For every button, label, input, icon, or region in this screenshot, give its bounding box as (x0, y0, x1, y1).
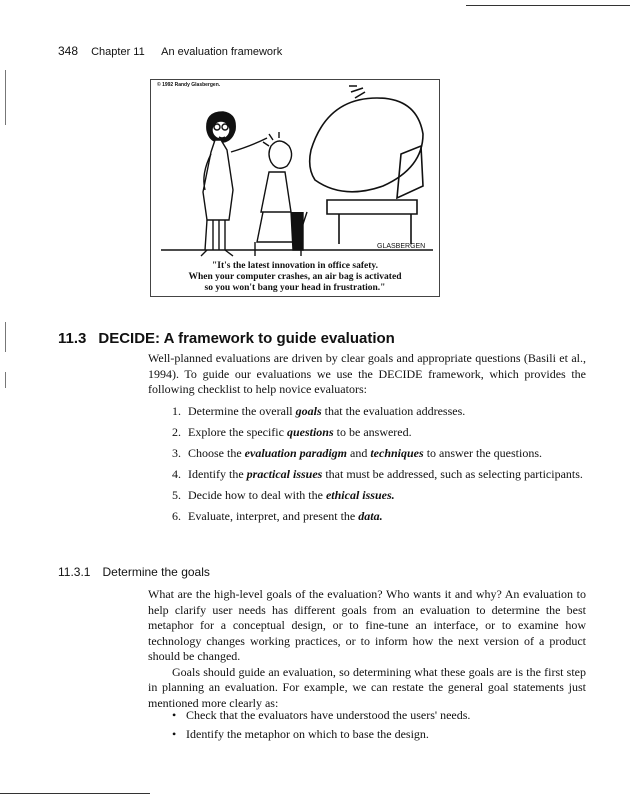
section-title: DECIDE: A framework to guide evaluation (98, 330, 395, 347)
woman-figure (201, 112, 267, 256)
caption-line: "It's the latest innovation in office safety. (212, 261, 378, 271)
item-text: to be answered. (333, 425, 412, 439)
section-number: 11.3 (58, 330, 87, 347)
bullet-dot-icon: • (172, 708, 177, 722)
item-number: 6. (172, 509, 181, 523)
item-text: Determine the overall (188, 404, 296, 418)
cartoon-caption (155, 261, 435, 294)
running-header (58, 44, 282, 58)
item-emphasis: practical issues (246, 467, 323, 481)
checklist-item (172, 488, 592, 504)
item-number: 5. (172, 488, 181, 502)
margin-mark (5, 322, 6, 352)
checklist-item (172, 404, 592, 420)
checklist-item (172, 425, 592, 441)
item-text: and (347, 446, 371, 460)
section-heading (58, 330, 395, 347)
bottom-rule (0, 793, 150, 794)
page-number: 348 (58, 44, 79, 58)
body-paragraph: What are the high-level goals of the evaluation? Who wants it and why? An evaluation to help clarify user needs has different goals from an evaluation to determine the best metaphor for a conceptual design, or to fine-tune an interface, or to examine how technology changes working practices, or to inform how the next version of a product should be changed. (148, 587, 586, 663)
item-text: to answer the questions. (423, 446, 542, 460)
item-number: 3. (172, 446, 181, 460)
item-text: that must be addressed, such as selecting participants. (322, 467, 583, 481)
intro-text: Well-planned evaluations are driven by clear goals and appropriate questions (Basili et al., 1994). To guide our evaluations we use the DECIDE framework, which provides the following checklist to help novice evaluators: (148, 351, 586, 396)
margin-mark (5, 372, 6, 388)
cartoon-signature: GLASBERGEN (377, 243, 426, 250)
item-text: Choose the (188, 446, 245, 460)
item-text: Identify the (188, 467, 247, 481)
chapter-title: An evaluation framework (161, 46, 283, 58)
chapter-label: Chapter 11 (91, 46, 145, 58)
checklist-item (172, 446, 592, 462)
item-emphasis: goals (295, 404, 322, 418)
item-emphasis: ethical issues. (325, 488, 395, 502)
decide-checklist (172, 404, 592, 530)
item-text: Explore the specific (188, 425, 287, 439)
checklist-item (172, 509, 592, 525)
goal-bullet-list (172, 708, 592, 745)
item-text: Decide how to deal with the (188, 488, 326, 502)
cartoon-figure (150, 79, 440, 297)
top-rule (466, 5, 630, 6)
bullet-item (172, 708, 592, 724)
cartoon-credit: © 1992 Randy Glasbergen. (157, 82, 221, 88)
intro-paragraph (148, 351, 586, 398)
subsection-number: 11.3.1 (58, 565, 91, 579)
item-text: that the evaluation addresses. (321, 404, 466, 418)
item-number: 1. (172, 404, 181, 418)
margin-mark (5, 70, 6, 125)
item-emphasis: data. (358, 509, 383, 523)
caption-line: When your computer crashes, an air bag is activated (188, 272, 402, 282)
checklist-item (172, 467, 592, 483)
subsection-heading (58, 565, 210, 579)
bullet-item (172, 727, 592, 743)
item-emphasis: evaluation paradigm (244, 446, 348, 460)
body-text (148, 587, 586, 711)
item-text: Evaluate, interpret, and present the (188, 509, 359, 523)
seated-man-figure (255, 132, 307, 256)
computer-airbag (310, 86, 423, 244)
subsection-title: Determine the goals (102, 565, 210, 579)
bullet-text: Check that the evaluators have understood the users' needs. (186, 708, 471, 722)
bullet-dot-icon: • (172, 726, 177, 741)
caption-line: so you won't bang your head in frustration." (204, 283, 386, 293)
item-number: 2. (172, 425, 181, 439)
item-number: 4. (172, 467, 181, 481)
item-emphasis: questions (286, 425, 334, 439)
item-emphasis: techniques (370, 446, 424, 460)
bullet-text: Identify the metaphor on which to base the design. (186, 726, 429, 741)
body-paragraph: Goals should guide an evaluation, so determining what these goals are is the first step in planning an evaluation. For example, we can restate the general goal statements just mentioned more clearly as: (148, 664, 586, 710)
